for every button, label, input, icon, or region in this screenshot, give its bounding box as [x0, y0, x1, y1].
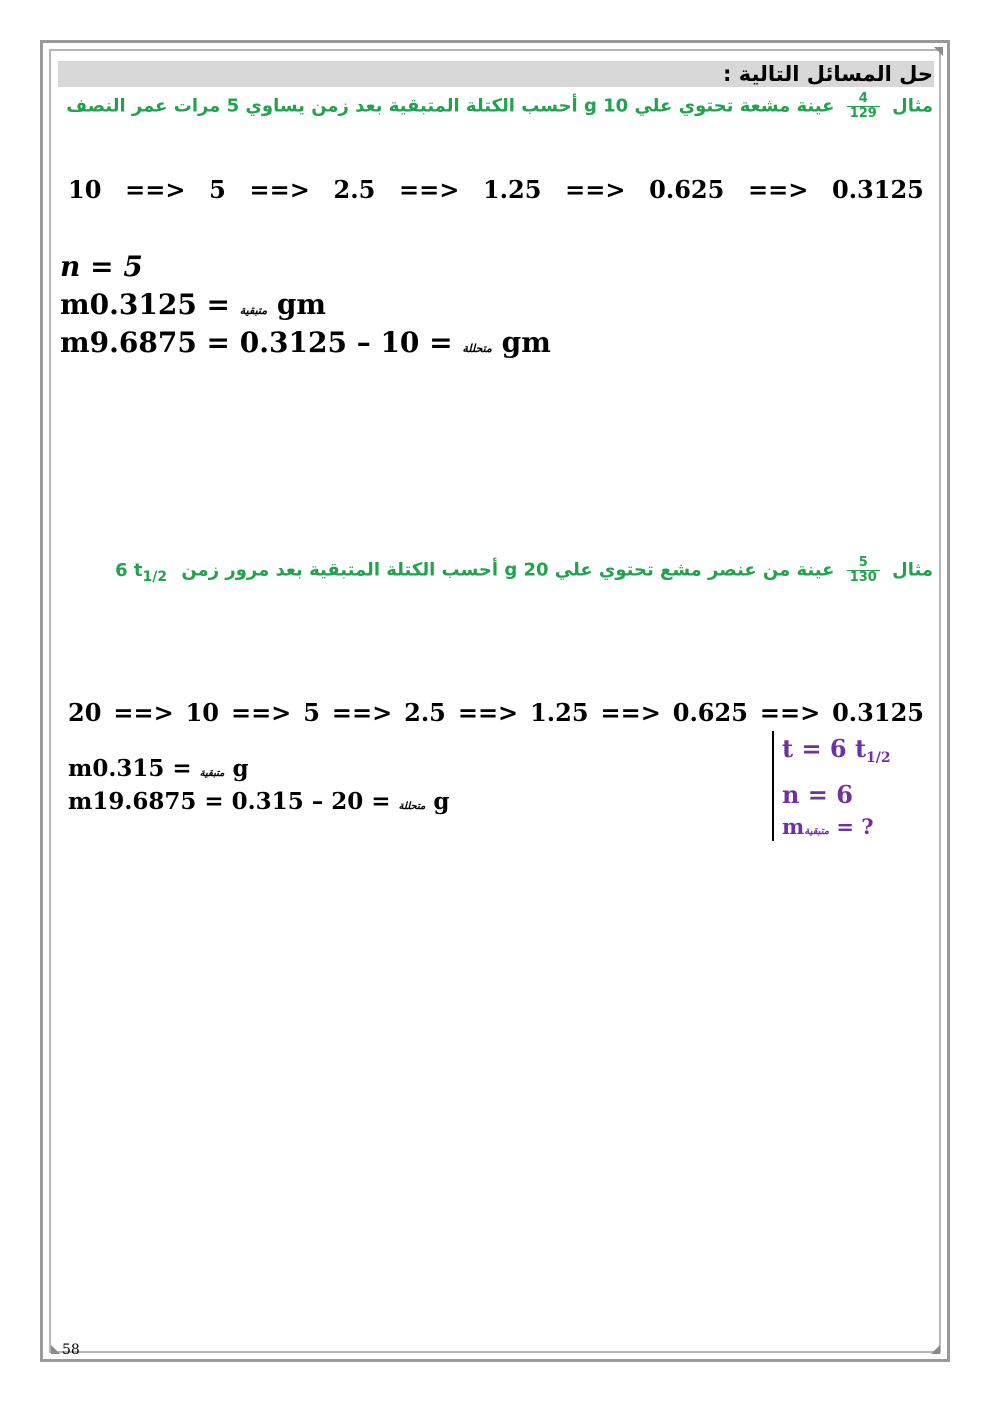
seq-item: 0.3125: [832, 698, 924, 727]
seq-item: 1.25: [482, 175, 542, 204]
decayed-subscript: متحللة: [398, 801, 426, 812]
given-time-text: t = 6 t: [782, 734, 867, 763]
question-1-fraction: [847, 92, 880, 121]
seq-arrow: ==>: [398, 175, 460, 204]
half-life-subscript: 1/2: [142, 568, 168, 585]
mass-symbol: m: [68, 788, 93, 815]
given-divider: [772, 731, 774, 841]
seq-item: 5: [303, 698, 320, 727]
remaining-subscript: متبقية: [804, 826, 830, 837]
seq-arrow: ==>: [249, 175, 310, 204]
given-mass: [782, 814, 874, 839]
page-number: 58: [62, 1342, 80, 1358]
seq-item: 20: [68, 698, 102, 727]
seq-arrow: ==>: [759, 698, 821, 727]
fraction-numerator: 4: [858, 91, 868, 106]
seq-arrow: ==>: [230, 698, 292, 727]
mass-symbol: m: [782, 814, 805, 839]
question-2-fraction: [847, 556, 880, 585]
seq-arrow: ==>: [600, 698, 661, 727]
seq-item: 10: [185, 698, 220, 727]
mass-symbol: m: [60, 288, 90, 321]
corner-ornament: [934, 47, 943, 56]
decayed-value: = 10 – 0.3125 = 9.6875 gm: [89, 326, 551, 359]
answer-2-remaining: [68, 755, 249, 782]
seq-item: 2.5: [404, 698, 446, 727]
seq-item: 0.625: [672, 698, 748, 727]
fraction-numerator: 5: [858, 555, 868, 570]
answer-1-remaining: [60, 288, 326, 321]
question-2-time: [115, 559, 168, 585]
page-header: حل المسائل التالية :: [723, 62, 933, 86]
answer-1-decayed: [60, 326, 551, 359]
seq-arrow: ==>: [565, 175, 626, 204]
seq-arrow: ==>: [457, 698, 519, 727]
seq-arrow: ==>: [331, 698, 393, 727]
seq-item: 0.3125: [832, 175, 924, 204]
mass-symbol: m: [68, 755, 93, 782]
remaining-value: = 0.315 g: [92, 755, 249, 782]
fraction-denominator: 130: [847, 570, 880, 585]
given-time: [782, 734, 891, 766]
seq-arrow: ==>: [113, 698, 174, 727]
halving-sequence-2: [68, 698, 924, 727]
half-life-subscript: 1/2: [866, 750, 891, 766]
remaining-subscript: متبقية: [199, 768, 225, 779]
seq-item: 5: [209, 175, 226, 204]
halving-sequence-1: [68, 175, 924, 204]
seq-item: 2.5: [333, 175, 376, 204]
given-n: n = 6: [782, 780, 853, 809]
question-2-prefix: مثال: [892, 559, 933, 581]
seq-arrow: ==>: [747, 175, 809, 204]
remaining-subscript: متبقية: [239, 304, 268, 317]
seq-arrow: ==>: [125, 175, 186, 204]
question-1-prefix: مثال: [892, 95, 933, 117]
corner-ornament: [931, 1345, 940, 1354]
seq-item: 10: [68, 175, 102, 204]
question-2-text: عينة من عنصر مشع تحتوي علي g 20 أحسب الكتلة المتبقية بعد مرور زمن: [181, 559, 835, 581]
mass-symbol: m: [60, 326, 90, 359]
seq-item: 0.625: [649, 175, 725, 204]
question-2: [115, 556, 933, 585]
decayed-subscript: متحللة: [462, 342, 492, 355]
decayed-value: = 20 – 0.315 = 19.6875 g: [92, 788, 450, 815]
answer-1-n: n = 5: [60, 250, 143, 283]
seq-item: 1.25: [530, 698, 589, 727]
time-coefficient: 6 t: [115, 559, 143, 581]
question-1-text: عينة مشعة تحتوي علي g 10 أحسب الكتلة المتبقية بعد زمن يساوي 5 مرات عمر النصف: [66, 95, 835, 117]
fraction-denominator: 129: [847, 106, 880, 121]
unknown-value: = ?: [836, 814, 874, 839]
question-1: [66, 92, 933, 121]
answer-2-decayed: [68, 788, 449, 815]
corner-ornament: [51, 1345, 60, 1354]
remaining-value: = 0.3125 gm: [89, 288, 327, 321]
